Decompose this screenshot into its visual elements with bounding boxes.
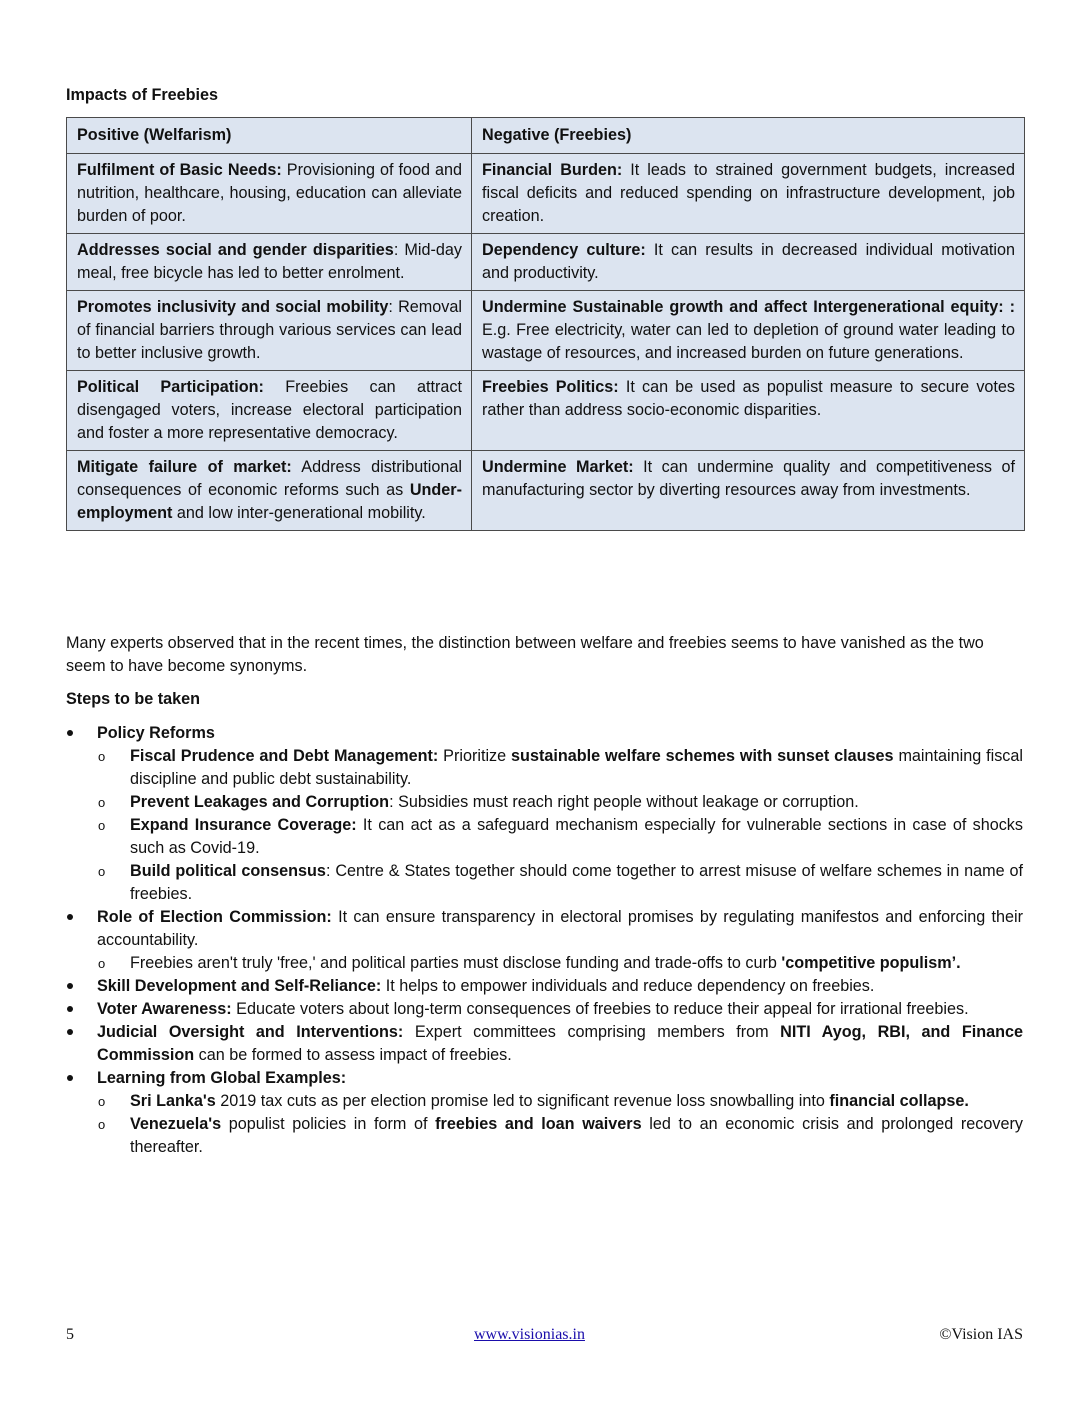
section-heading-impacts: Impacts of Freebies — [66, 86, 219, 104]
cell-negative — [472, 154, 1025, 234]
table-row — [67, 234, 1025, 291]
item-text: 2019 tax cuts as per election promise led to significant revenue loss snowballing into — [215, 1092, 830, 1110]
cell-title: Mitigate failure of market: — [77, 458, 292, 476]
circle-bullet-icon: o — [98, 749, 106, 764]
cell-text: Provisioning of food and nutrition, healthcare, housing, education can alleviate burden of poor. — [77, 161, 462, 225]
cell-positive — [67, 234, 472, 291]
list-item-policy-reforms — [66, 722, 1023, 906]
sub-item-leakages — [97, 791, 1023, 814]
cell-text: It can be used as populist measure to secure votes rather than address socio-economic disparities. — [482, 378, 1016, 419]
item-text: It helps to empower individuals and reduce dependency on freebies. — [381, 977, 875, 995]
sub-item-srilanka — [97, 1090, 1023, 1113]
item-title: Build political consensus — [130, 862, 326, 880]
table-row — [67, 451, 1025, 531]
circle-bullet-icon: o — [98, 1094, 106, 1109]
sub-item-populism — [97, 952, 1023, 975]
item-bold: sustainable welfare schemes with sunset clauses — [511, 747, 894, 765]
copyright-text: ©Vision IAS — [939, 1326, 1023, 1343]
impacts-table — [66, 117, 1025, 531]
item-text: It can ensure transparency in electoral promises by regulating manifestos and enforcing their accountability. — [97, 908, 1023, 949]
cell-title: Promotes inclusivity and social mobility — [77, 298, 389, 316]
section-heading-steps: Steps to be taken — [66, 690, 201, 708]
table-header-row — [67, 118, 1025, 154]
sub-list — [97, 952, 1023, 975]
sub-item-venezuela — [97, 1113, 1023, 1159]
cell-text: It can results in decreased individual motivation and productivity. — [482, 241, 1015, 282]
cell-text: : Mid-day meal, free bicycle has led to better enrolment. — [77, 241, 462, 282]
item-bold: Venezuela's — [130, 1115, 222, 1133]
sub-item-insurance — [97, 814, 1023, 860]
table-row — [67, 371, 1025, 451]
item-text: can be formed to assess impact of freebies. — [194, 1046, 512, 1064]
sub-item-consensus — [97, 860, 1023, 906]
cell-title: Freebies Politics: — [482, 378, 619, 396]
item-text: led to an economic crisis and prolonged recovery thereafter. — [130, 1115, 1023, 1156]
table-row — [67, 291, 1025, 371]
list-item-judicial — [66, 1021, 1023, 1067]
cell-negative — [472, 234, 1025, 291]
sub-item-fiscal — [97, 745, 1023, 791]
item-text: maintaining fiscal discipline and public debt sustainability. — [130, 747, 1024, 788]
steps-list — [66, 722, 1023, 1159]
cell-negative — [472, 451, 1025, 531]
sub-list — [97, 1090, 1023, 1159]
item-bold: NITI Ayog, RBI, and Finance Commission — [97, 1023, 1023, 1064]
item-text: populist policies in form of — [221, 1115, 436, 1133]
cell-positive — [67, 291, 472, 371]
cell-title: Addresses social and gender disparities — [77, 241, 394, 259]
cell-text: It leads to strained government budgets, increased fiscal deficits and reduced spending on infrastructure development, job creation. — [482, 161, 1015, 225]
cell-title: Political Participation: — [77, 378, 264, 396]
cell-text: Freebies can attract disengaged voters, increase electoral participation and foster a more representative democracy. — [77, 378, 462, 442]
cell-bold: Under-employment — [77, 481, 462, 522]
item-text: Freebies aren't truly 'free,' and political parties must disclose funding and trade-offs to curb — [130, 954, 782, 972]
circle-bullet-icon: o — [98, 1117, 106, 1132]
item-bold: financial collapse. — [829, 1092, 969, 1110]
cell-title: Undermine Market: — [482, 458, 634, 476]
cell-text: and low inter-generational mobility. — [172, 504, 426, 522]
website-link[interactable]: www.visionias.in — [474, 1326, 585, 1343]
cell-text: : Removal of financial barriers through various services can lead to better inclusive growth. — [77, 298, 462, 362]
item-title: Prevent Leakages and Corruption — [130, 793, 390, 811]
cell-text: Address distributional consequences of economic reforms such as — [77, 458, 462, 499]
circle-bullet-icon: o — [98, 818, 106, 833]
cell-negative — [472, 291, 1025, 371]
item-title: Expand Insurance Coverage: — [130, 816, 357, 834]
item-bold: 'competitive populism’. — [781, 954, 961, 972]
header-positive: Positive (Welfarism) — [67, 118, 472, 154]
list-item-global — [66, 1067, 1023, 1159]
experts-paragraph: Many experts observed that in the recent times, the distinction between welfare and freebies seems to have vanished as the two seem to have become synonyms. — [66, 634, 984, 675]
cell-positive — [67, 451, 472, 531]
cell-text: It can undermine quality and competitiveness of manufacturing sector by diverting resources away from investments. — [482, 458, 1015, 499]
header-negative: Negative (Freebies) — [472, 118, 1025, 154]
cell-title: Financial Burden: — [482, 161, 623, 179]
item-text: It can act as a safeguard mechanism especially for vulnerable sections in case of shocks such as Covid-19. — [130, 816, 1023, 857]
item-title: Judicial Oversight and Interventions: — [97, 1023, 404, 1041]
cell-title: Undermine Sustainable growth and affect Intergenerational equity: : — [482, 298, 1015, 316]
circle-bullet-icon: o — [98, 795, 106, 810]
item-title: Learning from Global Examples: — [97, 1069, 347, 1087]
circle-bullet-icon: o — [98, 956, 106, 971]
item-title: Fiscal Prudence and Debt Management: — [130, 747, 439, 765]
sub-list — [97, 745, 1023, 906]
item-title: Voter Awareness: — [97, 1000, 232, 1018]
list-item-skill — [66, 975, 1023, 998]
item-text: Prioritize — [438, 747, 512, 765]
cell-positive — [67, 371, 472, 451]
table-row — [67, 154, 1025, 234]
item-title: Skill Development and Self-Reliance: — [97, 977, 382, 995]
item-title: Policy Reforms — [97, 724, 215, 742]
list-item-voter — [66, 998, 1023, 1021]
cell-text: E.g. Free electricity, water can led to depletion of ground water leading to wastage of resources, and increased burden on future generations. — [482, 321, 1015, 362]
item-text: : Subsidies must reach right people without leakage or corruption. — [389, 793, 859, 811]
cell-positive — [67, 154, 472, 234]
page-number: 5 — [66, 1326, 74, 1343]
item-text: Educate voters about long-term consequences of freebies to reduce their appeal for irrational freebies. — [231, 1000, 969, 1018]
item-bold: freebies and loan waivers — [435, 1115, 642, 1133]
list-item-election-commission — [66, 906, 1023, 975]
circle-bullet-icon: o — [98, 864, 106, 879]
page-footer — [66, 1323, 1023, 1345]
cell-title: Dependency culture: — [482, 241, 646, 259]
cell-title: Fulfilment of Basic Needs: — [77, 161, 282, 179]
item-title: Role of Election Commission: — [97, 908, 332, 926]
item-bold: Sri Lanka's — [130, 1092, 216, 1110]
item-text: Expert committees comprising members from — [403, 1023, 781, 1041]
item-text: : Centre & States together should come together to arrest misuse of welfare schemes in name of freebies. — [130, 862, 1024, 903]
cell-negative — [472, 371, 1025, 451]
